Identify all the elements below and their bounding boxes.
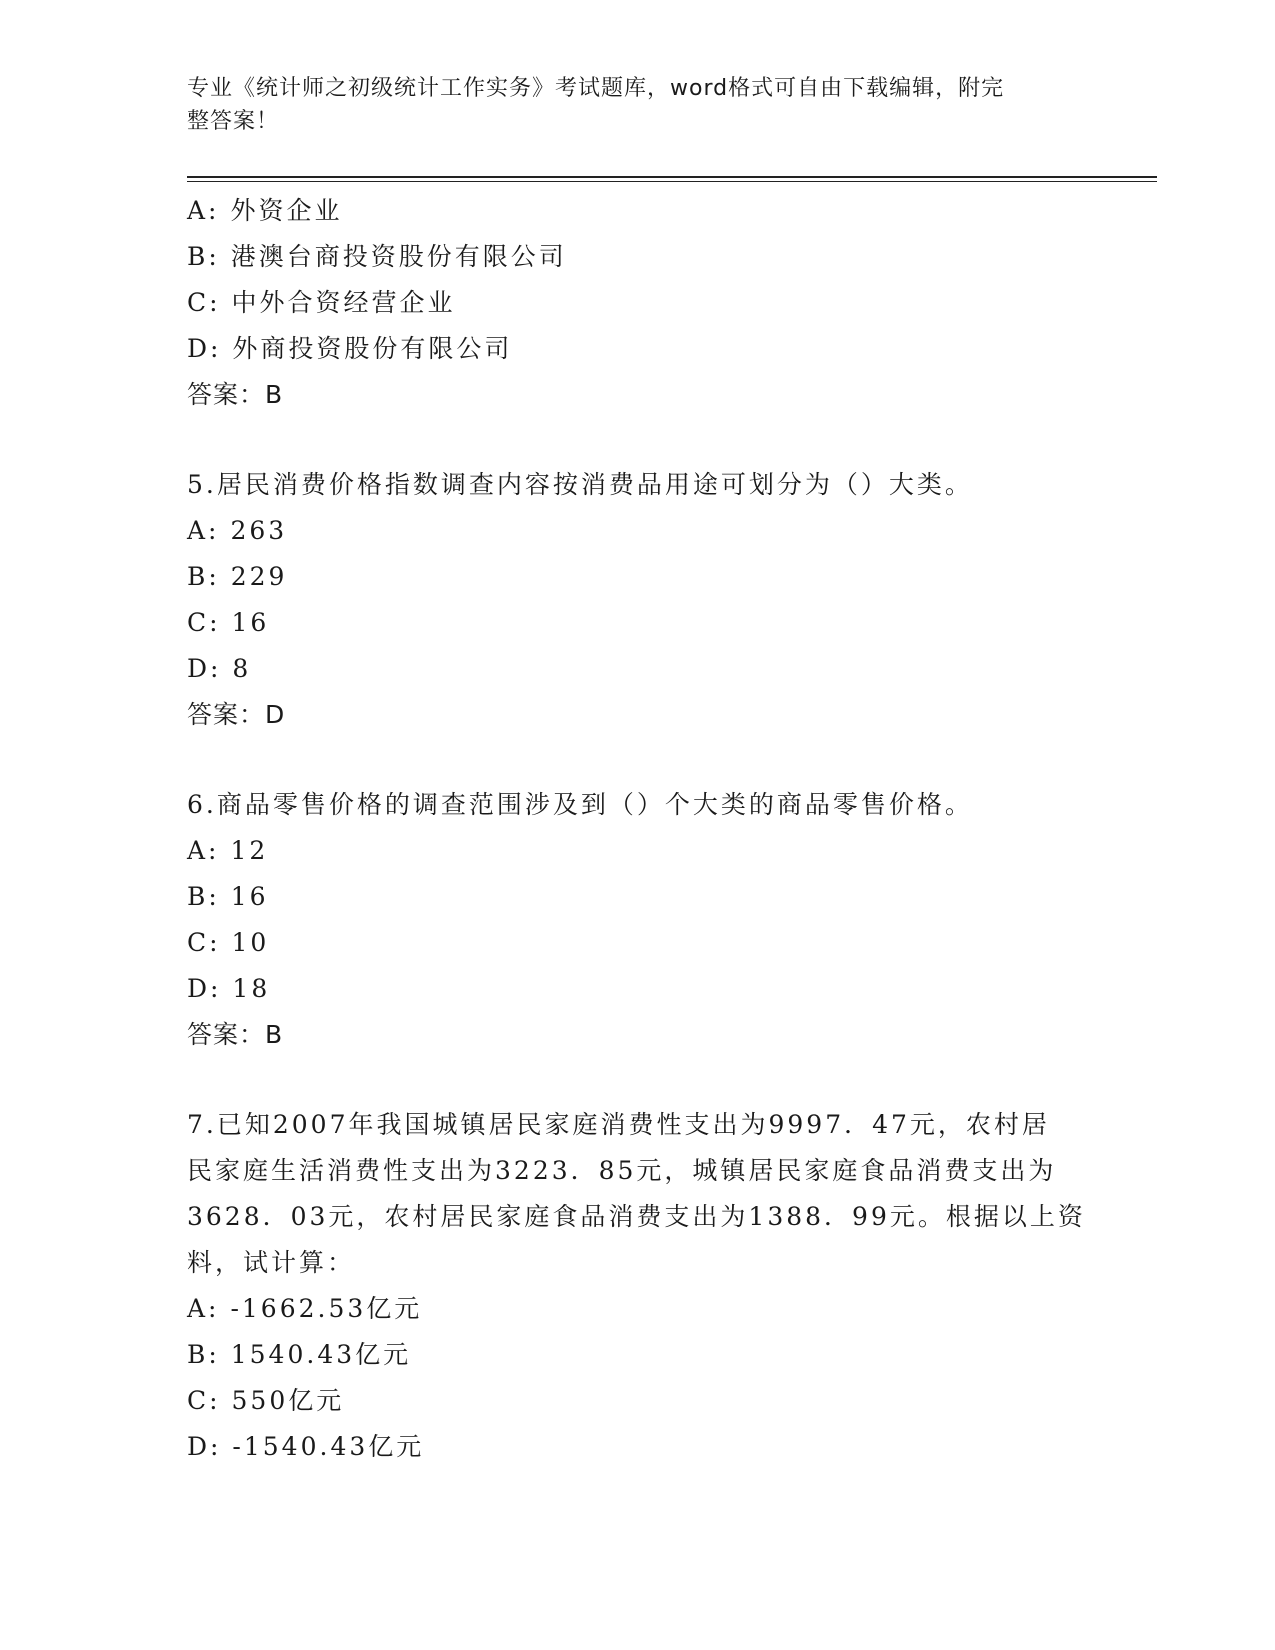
option-label: D:	[187, 654, 222, 683]
option-d	[187, 966, 1077, 1012]
header-divider-thick	[187, 176, 1157, 178]
option-text: 外商投资股份有限公司	[232, 334, 513, 363]
option-text: 港澳台商投资股份有限公司	[230, 242, 567, 271]
option-c	[187, 280, 1077, 326]
option-b	[187, 1332, 1077, 1378]
question-4	[187, 188, 1077, 418]
option-c	[187, 920, 1077, 966]
option-b	[187, 234, 1077, 280]
option-text: 8	[232, 654, 252, 683]
option-text: 16	[231, 608, 270, 637]
document-header	[187, 72, 1077, 138]
option-a	[187, 1286, 1077, 1332]
option-text: 16	[230, 882, 269, 911]
spacer	[187, 738, 1077, 782]
option-label: C:	[187, 1386, 221, 1415]
header-line-2: 整答案！	[187, 109, 280, 134]
question-6	[187, 782, 1077, 1058]
option-text: 263	[230, 516, 288, 545]
option-label: D:	[187, 974, 222, 1003]
answer-line: 答案：D	[187, 700, 286, 729]
option-label: A:	[187, 836, 220, 865]
option-text: -1662.53亿元	[230, 1294, 423, 1323]
option-c	[187, 1378, 1077, 1424]
option-b	[187, 874, 1077, 920]
option-text: 10	[231, 928, 270, 957]
option-a	[187, 188, 1077, 234]
option-text: 18	[232, 974, 271, 1003]
question-text-line-2: 民家庭生活消费性支出为3223．85元，城镇居民家庭食品消费支出为	[187, 1156, 1057, 1185]
option-label: B:	[187, 1340, 220, 1369]
option-label: C:	[187, 928, 221, 957]
option-label: C:	[187, 288, 221, 317]
option-text: 中外合资经营企业	[231, 288, 456, 317]
option-d	[187, 1424, 1077, 1470]
option-d	[187, 326, 1077, 372]
option-label: B:	[187, 242, 220, 271]
answer-line: 答案：B	[187, 1020, 284, 1049]
option-text: 12	[230, 836, 269, 865]
question-text-line-1: 7.已知2007年我国城镇居民家庭消费性支出为9997．47元，农村居	[187, 1110, 1050, 1139]
option-label: A:	[187, 516, 220, 545]
header-divider-thin	[187, 181, 1157, 182]
option-text: 229	[230, 562, 288, 591]
spacer	[187, 418, 1077, 462]
spacer	[187, 1058, 1077, 1102]
question-text: 6.商品零售价格的调查范围涉及到（）个大类的商品零售价格。	[187, 790, 973, 819]
option-text: 外资企业	[230, 196, 343, 225]
option-label: D:	[187, 1432, 222, 1461]
option-a	[187, 828, 1077, 874]
option-c	[187, 600, 1077, 646]
question-5	[187, 462, 1077, 738]
option-text: 550亿元	[231, 1386, 345, 1415]
option-label: A:	[187, 1294, 220, 1323]
header-line-1: 专业《统计师之初级统计工作实务》考试题库，word格式可自由下载编辑，附完	[187, 76, 1005, 101]
option-a	[187, 508, 1077, 554]
option-label: D:	[187, 334, 222, 363]
option-label: C:	[187, 608, 221, 637]
question-7	[187, 1102, 1086, 1470]
question-text-line-4: 料，试计算：	[187, 1248, 356, 1277]
option-label: A:	[187, 196, 220, 225]
option-label: B:	[187, 882, 220, 911]
question-text: 5.居民消费价格指数调查内容按消费品用途可划分为（）大类。	[187, 470, 973, 499]
option-text: 1540.43亿元	[230, 1340, 412, 1369]
option-text: -1540.43亿元	[232, 1432, 425, 1461]
answer-line: 答案：B	[187, 380, 284, 409]
option-label: B:	[187, 562, 220, 591]
question-content	[187, 188, 1086, 1470]
question-text-line-3: 3628．03元，农村居民家庭食品消费支出为1388．99元。根据以上资	[187, 1202, 1086, 1231]
option-d	[187, 646, 1077, 692]
option-b	[187, 554, 1077, 600]
